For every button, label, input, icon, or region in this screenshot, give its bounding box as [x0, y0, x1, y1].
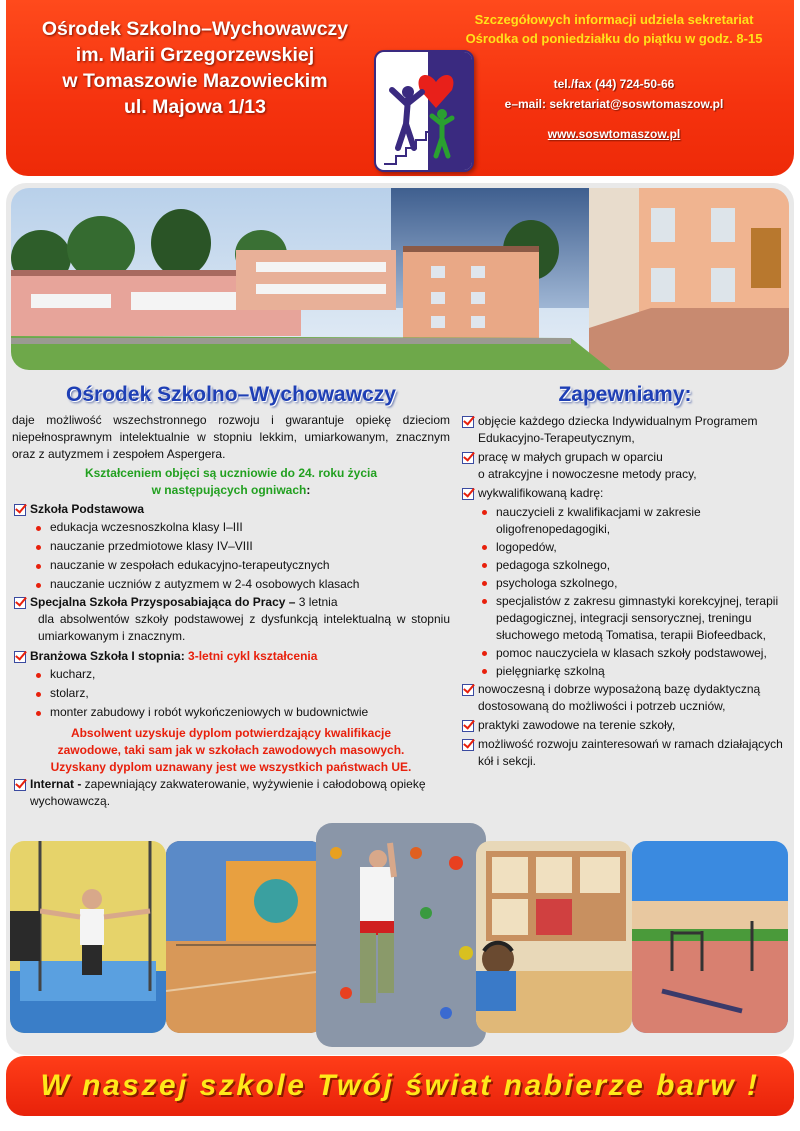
offer-item — [460, 413, 790, 447]
contact-block — [424, 10, 800, 144]
photo-climbing-wall — [316, 823, 486, 1047]
school-primary-title: Szkoła Podstawowa — [30, 502, 145, 516]
education-scope-line-1: Kształceniem objęci są uczniowie do 24. roku życia — [84, 466, 378, 480]
diploma-note — [12, 725, 450, 776]
zapewniamy-heading: Zapewniamy: — [558, 383, 692, 406]
list-item: monter zabudowy i robót wykończeniowych w budownictwie — [36, 703, 450, 722]
checkbox-icon — [462, 739, 474, 751]
school-primary — [12, 501, 450, 518]
list-item: nauczanie w zespołach edukacyjno-terapeutycznych — [36, 556, 450, 575]
list-item: stolarz, — [36, 684, 450, 703]
offer-item-text: pracę w małych grupach w oparciu — [478, 450, 663, 464]
school-work-prep-title: Specjalna Szkoła Przysposabiająca do Pracy – — [30, 595, 296, 609]
main-panel — [6, 183, 794, 1055]
photo-outdoor-gym — [632, 841, 788, 1033]
info-line-2: Ośrodka od poniedziałku do piątku w godz. 8-15 — [465, 31, 763, 46]
header-banner — [6, 0, 794, 176]
checkbox-icon — [14, 597, 26, 609]
checkbox-icon — [462, 452, 474, 464]
diploma-note-line-3: Uzyskany dyplom uznawany jest we wszystkich państwach UE. — [50, 760, 412, 774]
checkbox-icon — [462, 684, 474, 696]
offer-item — [460, 736, 790, 770]
list-item: specjalistów z zakresu gimnastyki korekcyjnej, terapii pedagogicznej, integracji sensorycznej, treningu słuchowego metodą Tomatisa, terapii Biofeedback, — [482, 593, 790, 644]
school-vocational — [12, 648, 450, 665]
list-item: pielęgniarkę szkolną — [482, 663, 790, 680]
offer-item — [460, 449, 790, 483]
outdoor-gym-photo-icon — [632, 841, 788, 1033]
classroom-photo-icon — [476, 841, 632, 1033]
school-work-prep — [12, 594, 450, 611]
list-item: pomoc nauczyciela w klasach szkoły podstawowej, — [482, 645, 790, 662]
footer-banner — [6, 1056, 794, 1116]
photo-sensory-room — [10, 841, 166, 1033]
school-work-prep-desc: dla absolwentów szkoły podstawowej z dysfunkcją intelektualną w stopniu umiarkowanym i znacznym. — [38, 612, 450, 643]
education-scope-colon: : — [306, 483, 311, 497]
email-link[interactable]: e–mail: sekretariat@soswtomaszow.pl — [504, 97, 724, 111]
website-link[interactable]: www.soswtomaszow.pl — [547, 127, 681, 141]
list-item: nauczanie uczniów z autyzmem w 2-4 osobowych klasach — [36, 575, 450, 594]
slogan: W naszej szkole Twój świat nabierze barw ! — [40, 1069, 760, 1102]
school-vocational-list — [12, 665, 450, 722]
sensory-room-photo-icon — [10, 841, 166, 1033]
school-primary-list — [12, 518, 450, 594]
diploma-note-line-2: zawodowe, taki sam jak w szkołach zawodowych masowych. — [57, 743, 405, 757]
education-scope-line-2 — [12, 482, 450, 499]
photo-gym — [166, 841, 324, 1033]
internat-title: Internat - — [30, 777, 82, 791]
offer-item — [460, 717, 790, 734]
intro-text: daje możliwość wszechstronnego rozwoju i gwarantuje opiekę dzieciom niepełnosprawnym intelektualnie w stopniu lekkim, umiarkowanym, znacznym oraz z autyzmem i zespołem Aspergera. — [12, 413, 450, 461]
school-vocational-cycle: 3-letni cykl kształcenia — [184, 649, 318, 663]
list-item: edukacja wczesnoszkolna klasy I–III — [36, 518, 450, 537]
offer-item-text: nowoczesną i dobrze wyposażoną bazę dydaktyczną dostosowaną do możliwości i potrzeb uczniów, — [478, 682, 761, 713]
photo-classroom — [476, 841, 632, 1033]
offer-item — [460, 681, 790, 715]
photo-strip — [6, 823, 794, 1047]
school-vocational-title: Branżowa Szkoła I stopnia: — [30, 649, 185, 663]
name-line-2: im. Marii Grzegorzewskiej — [75, 44, 315, 66]
institution-name — [18, 16, 372, 120]
checkbox-icon — [462, 488, 474, 500]
diploma-note-line-1: Absolwent uzyskuje dyplom potwierdzający kwalifikacje — [70, 726, 392, 740]
climbing-wall-photo-icon — [316, 823, 486, 1047]
right-column — [460, 383, 790, 770]
offer-item-text: możliwość rozwoju zainteresowań w ramach działających kół i sekcji. — [478, 737, 783, 768]
list-item: nauczanie przedmiotowe klasy IV–VIII — [36, 537, 450, 556]
internat — [12, 776, 450, 810]
checkbox-icon — [14, 504, 26, 516]
offer-item-text: praktyki zawodowe na terenie szkoły, — [478, 718, 676, 732]
osrodek-heading: Ośrodek Szkolno–Wychowawczy — [66, 383, 396, 406]
offer-item — [460, 485, 790, 502]
checkbox-icon — [462, 416, 474, 428]
offer-item-text: objęcie każdego dziecka Indywidualnym Programem Edukacyjno-Terapeutycznym, — [478, 414, 758, 445]
name-line-3: w Tomaszowie Mazowieckim — [62, 70, 328, 92]
offer-item-text: o atrakcyjne i nowoczesne metody pracy, — [478, 467, 697, 481]
offer-item-text: wykwalifikowaną kadrę: — [478, 486, 604, 500]
list-item: psychologa szkolnego, — [482, 575, 790, 592]
staff-list — [460, 504, 790, 680]
info-line-1: Szczegółowych informacji udziela sekretariat — [474, 12, 754, 27]
list-item: nauczycieli z kwalifikacjami w zakresie oligofrenopedagogiki, — [482, 504, 790, 538]
checkbox-icon — [462, 720, 474, 732]
list-item: kucharz, — [36, 665, 450, 684]
building-photo — [11, 188, 789, 370]
education-scope — [12, 465, 450, 499]
building-photo-icon — [11, 188, 789, 370]
name-line-4: ul. Majowa 1/13 — [124, 96, 266, 118]
list-item: pedagoga szkolnego, — [482, 557, 790, 574]
internat-desc: zapewniający zakwaterowanie, wyżywienie i całodobową opiekę wychowawczą. — [30, 777, 426, 808]
name-line-1: Ośrodek Szkolno–Wychowawczy — [41, 18, 349, 40]
left-column — [12, 383, 450, 810]
checkbox-icon — [14, 779, 26, 791]
list-item: logopedów, — [482, 539, 790, 556]
education-scope-line-2-text: w następujących ogniwach — [151, 483, 307, 497]
phone-text: tel./fax (44) 724-50-66 — [553, 77, 675, 91]
gym-photo-icon — [166, 841, 324, 1033]
checkbox-icon — [14, 651, 26, 663]
school-work-prep-duration: 3 letnia — [295, 595, 338, 609]
